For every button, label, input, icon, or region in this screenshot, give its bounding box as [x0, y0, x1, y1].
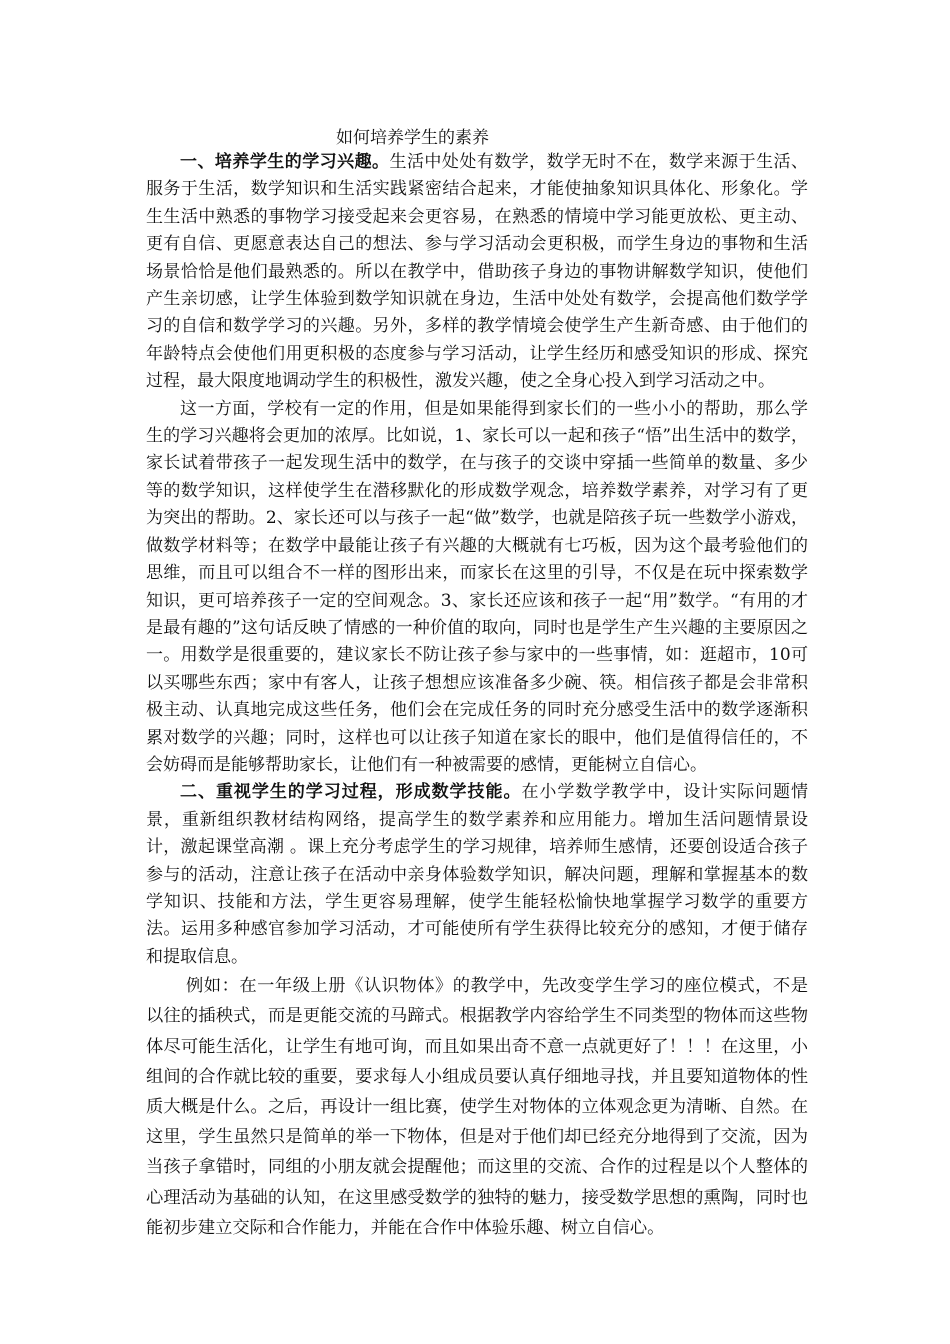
paragraph-interest-text: 生活中处处有数学，数学无时不在，数学来源于生活、服务于生活，数学知识和生活实践紧密结合起来，才能使抽象知识具体化、形象化。学生生活中熟悉的事物学习接受起来会更容易，在熟悉的情境中学习能更放松、更主动、更有自信、更愿意表达自己的想法、参与学习活动会更积极，而学生身边的事物和生活场景恰恰是他们最熟悉的。所以在教学中，借助孩子身边的事物讲解数学知识，使他们产生亲切感，让学生体验到数学知识就在身边，生活中处处有数学，会提高他们数学学习的自信和数学学习的兴趣。另外，多样的教学情境会使学生产生新奇感、由于他们的年龄特点会使他们用更积极的态度参与学习活动，让学生经历和感受知识的形成、探究过程，最大限度地调动学生的积极性，激发兴趣，使之全身心投入到学习活动之中。 [146, 152, 809, 392]
paragraph-example [146, 971, 808, 1243]
section-heading-interest: 一、培养学生的学习兴趣。 [180, 152, 390, 172]
section-heading-process: 二、重视学生的学习过程，形成数学技能。 [180, 782, 522, 803]
document-title: 如何培养学生的素养 [336, 128, 489, 148]
document-body [146, 127, 808, 1243]
paragraph-example-text: 例如：在一年级上册《认识物体》的教学中，先改变学生学习的座位模式，不是以往的插秧式，而是更能交流的马蹄式。根据教学内容给学生不同类型的物体而这些物体尽可能生活化，让学生有地可询，而且如果出奇不意一点就更好了！！！在这里，小组间的合作就比较的重要，要求每人小组成员要认真仔细地寻找，并且要知道物体的性质大概是什么。之后，再设计一组比赛，使学生对物体的立体观念更为清晰、自然。在这里，学生虽然只是简单的举一下物体，但是对于他们却已经充分地得到了交流，因为当孩子拿错时，同组的小朋友就会提醒他；而这里的交流、合作的过程是以个人整体的心理活动为基础的认知，在这里感受数学的独特的魅力，接受数学思想的熏陶，同时也能初步建立交际和合作能力，并能在合作中体验乐趣、树立自信心。 [146, 976, 808, 1238]
paragraph-process [146, 779, 808, 971]
paragraph-interest [146, 149, 808, 396]
paragraph-process-text: 在小学数学教学中，设计实际问题情景，重新组织教材结构网络，提高学生的数学素养和应用能力。增加生活问题情景设计，激起课堂高潮 。课上充分考虑学生的学习规律，培养师生感情，还要创设适合孩子参与的活动，注意让孩子在活动中亲身体验数学知识，解决问题，理解和掌握基本的数学知识、技能和方法，学生更容易理解，使学生能轻松愉快地掌握学习数学的重要方法。运用多种感官参加学习活动，才可能使所有学生获得比较充分的感知，才便于储存和提取信息。 [146, 782, 809, 967]
paragraph-parents [146, 396, 808, 780]
paragraph-parents-text: 这一方面，学校有一定的作用，但是如果能得到家长们的一些小小的帮助，那么学生的学习兴趣将会更加的浓厚。比如说，1、家长可以一起和孩子“悟”出生活中的数学，家长试着带孩子一起发现生活中的数学，在与孩子的交谈中穿插一些简单的数量、多少等的数学知识，这样使学生在潜移默化的形成数学观念，培养数学素养，对学习有了更为突出的帮助。2、家长还可以与孩子一起“做”数学，也就是陪孩子玩一些数学小游戏，做数学材料等；在数学中最能让孩子有兴趣的大概就有七巧板，因为这个最考验他们的思维，而且可以组合不一样的图形出来，而家长在这里的引导，不仅是在玩中探索数学知识，更可培养孩子一定的空间观念。3、家长还应该和孩子一起“用”数学。“有用的才是最有趣的”这句话反映了情感的一种价值的取向，同时也是学生产生兴趣的主要原因之一。用数学是很重要的，建议家长不防让孩子参与家中的一些事情，如：逛超市，10可以买哪些东西；家中有客人，让孩子想想应该准备多少碗、筷。相信孩子都是会非常积极主动、认真地完成这些任务，他们会在完成任务的同时充分感受生活中的数学逐渐积累对数学的兴趣；同时，这样也可以让孩子知道在家长的眼中，他们是值得信任的，不会妨碍而是能够帮助家长，让他们有一种被需要的感情，更能树立自信心。 [146, 398, 808, 775]
